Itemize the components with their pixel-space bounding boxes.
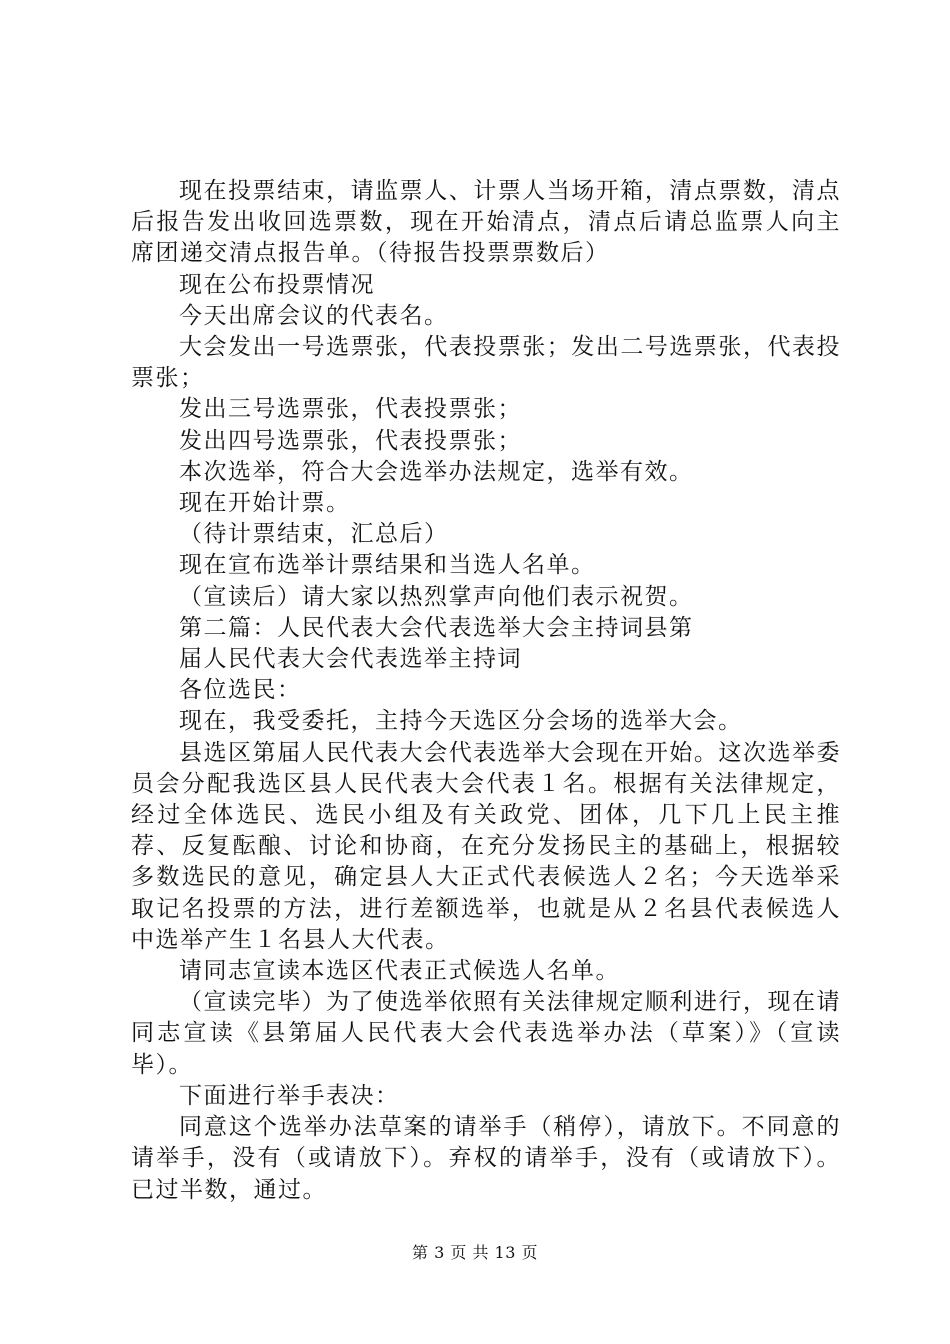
paragraph: 大会发出一号选票张，代表投票张；发出二号选票张，代表投票张； (131, 334, 841, 392)
paragraph: （宣读完毕）为了使选举依照有关法律规定顺利进行，现在请同志宣读《县第届人民代表大会代表选举办法（草案）》（宣读毕）。 (131, 989, 841, 1078)
paragraph: 今天出席会议的代表名。 (179, 302, 449, 329)
paragraph: 同意这个选举办法草案的请举手（稍停），请放下。不同意的请举手，没有（或请放下）。弃权的请举手，没有（或请放下）。已过半数，通过。 (131, 1114, 841, 1203)
paragraph: 县选区第届人民代表大会代表选举大会现在开始。这次选举委员会分配我选区县人民代表大会代表１名。根据有关法律规定，经过全体选民、选民小组及有关政党、团体，几下几上民主推荐、反复酝酿、讨论和协商，在充分发扬民主的基础上，根据较多数选民的意见，确定县人大正式代表候选人２名；今天选举采取记名投票的方法，进行差额选举，也就是从２名县代表候选人中选举产生１名县人大代表。 (131, 739, 841, 953)
paragraph: 现在宣布选举计票结果和当选人名单。 (179, 552, 596, 579)
paragraph: 发出四号选票张，代表投票张； (179, 427, 522, 454)
paragraph: 下面进行举手表决： (179, 1082, 400, 1109)
paragraph: 发出三号选票张，代表投票张； (179, 396, 522, 423)
paragraph: （宣读后）请大家以热烈掌声向他们表示祝贺。 (179, 583, 694, 610)
paragraph: 现在投票结束，请监票人、计票人当场开箱，清点票数，清点后报告发出收回选票数，现在开始清点，清点后请总监票人向主席团递交清点报告单。（待报告投票票数后） (131, 178, 841, 267)
paragraph: 现在开始计票。 (179, 490, 351, 517)
salutation: 各位选民： (179, 677, 302, 704)
paragraph: 现在公布投票情况 (179, 271, 375, 298)
paragraph: （待计票结束，汇总后） (179, 521, 449, 548)
page-number-footer: 第 3 页 共 13 页 (412, 1243, 538, 1262)
paragraph: 请同志宣读本选区代表正式候选人名单。 (179, 958, 620, 985)
paragraph: 现在，我受委托，主持今天选区分会场的选举大会。 (179, 708, 743, 735)
section-heading-continued: 届人民代表大会代表选举主持词 (179, 646, 522, 673)
paragraph: 本次选举，符合大会选举办法规定，选举有效。 (179, 458, 694, 485)
document-body (131, 176, 841, 1206)
section-heading: 第二篇：人民代表大会代表选举大会主持词县第 (179, 614, 694, 641)
